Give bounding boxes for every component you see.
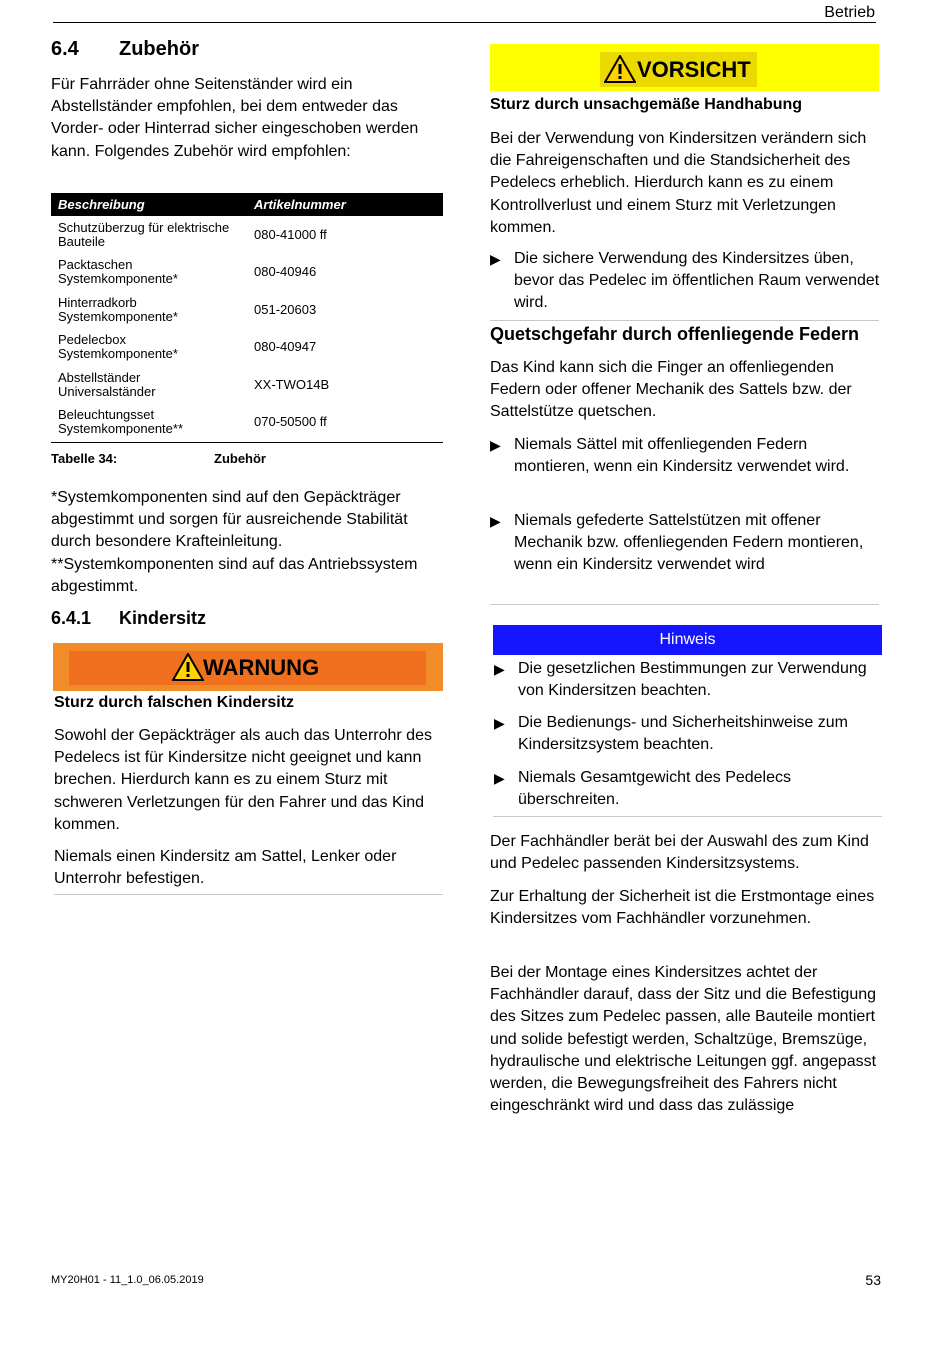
caution-separator	[490, 320, 879, 321]
body-paragraph: Zur Erhaltung der Sicherheit ist die Erstmontage eines Kindersitzes vom Fachhändler vorzunehmen.	[490, 888, 875, 928]
bullet-arrow-icon: ▶	[494, 661, 505, 677]
notice-bullet	[494, 767, 886, 811]
table-row	[51, 216, 443, 254]
section-heading	[51, 38, 199, 61]
caution-label: VORSICHT	[637, 57, 751, 82]
table-row	[51, 366, 443, 404]
table-cell-desc: Systemkomponente*	[58, 271, 178, 287]
caution-banner	[490, 44, 879, 91]
caution-triangle-icon	[604, 55, 636, 83]
bullet-arrow-icon: ▶	[490, 251, 501, 267]
caution-end-rule	[490, 604, 879, 605]
warning-triangle-icon	[172, 653, 204, 681]
footnote-paragraph: *Systemkomponenten sind auf den Gepäckträger abgestimmt und sorgen für ausreichende Stabilität durch besondere Krafteinleitung. **Systemkomponenten sind auf das Antriebssystem abgestimmt.	[51, 489, 418, 595]
warning-banner	[53, 643, 443, 691]
notice-bullet-text: Die gesetzlichen Bestimmungen zur Verwendung von Kindersitzen beachten.	[518, 660, 867, 700]
table-cell-desc: Packtaschen	[58, 257, 133, 273]
bullet-arrow-icon: ▶	[494, 770, 505, 786]
table-cell-number: XX-TWO14B	[254, 376, 330, 392]
warning-heading: Sturz durch falschen Kindersitz	[54, 694, 295, 711]
caution-heading-pinch: Quetschgefahr durch offenliegende Federn	[490, 324, 860, 344]
table-cell-number: 070-50500 ff	[254, 414, 327, 430]
table-row	[51, 254, 443, 292]
bullet-arrow-icon: ▶	[490, 513, 501, 529]
caution-bullet-text: Niemals gefederte Sattelstützen mit offener Mechanik bzw. offenliegenden Federn montieren, wenn ein Kindersitz verwendet wird	[514, 512, 864, 574]
section-title: Zubehör	[119, 38, 199, 60]
notice-bullet	[494, 712, 886, 756]
table-cell-desc: Systemkomponente*	[58, 346, 178, 362]
caution-bullet-text: Niemals Sättel mit offenliegenden Federn montieren, wenn ein Kindersitz verwendet wird.	[514, 436, 850, 476]
intro-paragraph: Für Fahrräder ohne Seitenständer wird ein Abstellständer empfohlen, bei dem entweder das Vorder- oder Hinterrad sicher eingeschoben werden kann. Folgendes Zubehör wird empfohlen:	[51, 76, 419, 160]
caution-bullet-text: Die sichere Verwendung des Kindersitzes üben, bevor das Pedelec im öffentlichen Raum verwendet wird.	[514, 250, 880, 312]
footer-doc-id: MY20H01 - 11_1.0_06.05.2019	[51, 1274, 204, 1286]
table-cell-number: 051-20603	[254, 301, 317, 317]
notice-bullet-text: Die Bedienungs- und Sicherheitshinweise zum Kindersitzsystem beachten.	[518, 714, 848, 754]
table-cell-desc: Bauteile	[58, 233, 105, 249]
caution-bullet	[490, 248, 882, 315]
notice-bullet-text: Niemals Gesamtgewicht des Pedelecs überschreiten.	[518, 769, 792, 809]
table-header-description: Beschreibung	[51, 193, 247, 216]
caution-text-pinch: Das Kind kann sich die Finger an offenliegenden Federn oder offener Mechanik des Sattels bzw. der Sattelstütze quetschen.	[490, 359, 852, 421]
body-paragraph: Bei der Montage eines Kindersitzes achtet der Fachhändler darauf, dass der Sitz und die Befestigung des Sitzes zum Pedelec passen, alle Bauteile montiert und solide befestigt werden, Schaltzüge, Bremszüge, hydraulische und elektrische Leitungen ggf. angepasst werden, die Bewegungsfreiheit des Fahrers nicht eingeschränkt wird und dass das zulässige	[490, 964, 877, 1115]
caution-heading-fall: Sturz durch unsachgemäße Handhabung	[490, 96, 803, 113]
table-cell-desc: Systemkomponente*	[58, 308, 178, 324]
caution-bullet	[490, 510, 882, 577]
warning-text: Sowohl der Gepäckträger als auch das Unterrohr des Pedelecs ist für Kindersitze nicht geeignet und kann brechen. Hierdurch kann es zu einem Sturz mit schweren Verletzungen für den Fahrer und das Kind kommen.	[54, 727, 432, 833]
caution-text-fall: Bei der Verwendung von Kindersitzen verändern sich die Fahreigenschaften und die Standsicherheit des Pedelecs erheblich. Hierdurch kann es zu einem Kontrollverlust und einem Sturz mit Verletzungen kommen.	[490, 130, 867, 236]
table-cell-desc: Beleuchtungsset	[58, 407, 155, 423]
table-cell-desc: Schutzüberzug für elektrische	[58, 219, 230, 235]
table-cell-desc: Systemkomponente**	[58, 421, 184, 437]
table-cell-desc: Universalständer	[58, 383, 156, 399]
table-header-article-number: Artikelnummer	[247, 193, 443, 216]
subsection-heading	[51, 608, 206, 629]
bullet-arrow-icon: ▶	[494, 715, 505, 731]
table-cell-desc: Abstellständer	[58, 369, 141, 385]
notice-banner: Hinweis	[493, 625, 882, 655]
table-bottom-rule	[51, 442, 443, 443]
accessory-table	[51, 193, 443, 441]
notice-bullet	[494, 658, 886, 702]
table-cell-number: 080-41000 ff	[254, 226, 327, 242]
table-cell-number: 080-40947	[254, 339, 317, 355]
accessory-table-wrap	[51, 193, 443, 441]
bullet-arrow-icon: ▶	[490, 437, 501, 453]
table-cell-number: 080-40946	[254, 264, 317, 280]
footer-page-number: 53	[865, 1272, 881, 1288]
header-section-title: Betrieb	[824, 4, 875, 21]
warning-label: WARNUNG	[203, 655, 320, 680]
warning-end-rule	[54, 894, 443, 895]
warning-instruction: Niemals einen Kindersitz am Sattel, Lenker oder Unterrohr befestigen.	[54, 848, 397, 888]
caution-bullet	[490, 434, 882, 478]
table-cell-desc: Hinterradkorb	[58, 294, 137, 310]
table-cell-desc: Pedelecbox	[58, 332, 126, 348]
body-paragraph: Der Fachhändler berät bei der Auswahl des zum Kind und Pedelec passenden Kindersitzsystems.	[490, 833, 869, 873]
table-row	[51, 329, 443, 367]
table-row	[51, 291, 443, 329]
table-row	[51, 404, 443, 442]
header-rule	[53, 22, 876, 23]
section-number: 6.4	[51, 38, 79, 60]
table-caption-label: Tabelle 34:	[51, 451, 118, 466]
subsection-title: Kindersitz	[119, 608, 207, 628]
table-caption-text: Zubehör	[214, 451, 266, 466]
notice-end-rule	[493, 816, 882, 817]
subsection-number: 6.4.1	[51, 608, 92, 628]
